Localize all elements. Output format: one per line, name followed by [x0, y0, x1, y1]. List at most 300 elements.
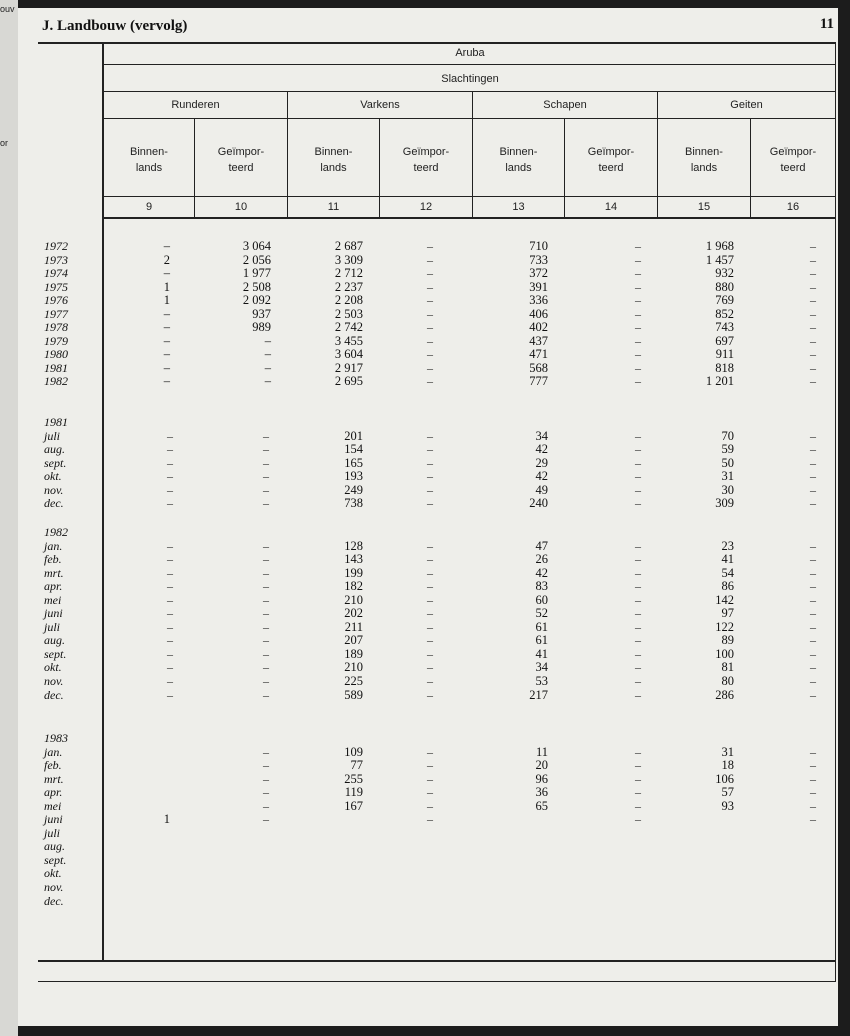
- cell: –: [427, 660, 433, 675]
- cell: 47: [535, 538, 548, 553]
- cell: –: [427, 306, 433, 321]
- subheader: Geïmpor- teerd: [217, 146, 265, 174]
- column-c12: [415, 746, 445, 909]
- cell: –: [163, 266, 170, 281]
- cell: 211: [344, 619, 363, 634]
- cell: –: [427, 565, 433, 580]
- cell: –: [427, 428, 433, 443]
- cell: [798, 867, 828, 881]
- row-label: jan.: [44, 744, 63, 759]
- cell: –: [263, 482, 269, 497]
- row-label: juli: [44, 619, 61, 634]
- cell: –: [810, 252, 816, 267]
- cell: [415, 895, 445, 909]
- cell: [488, 881, 548, 895]
- cell: –: [167, 442, 173, 457]
- cell: –: [635, 812, 641, 827]
- cell: –: [163, 360, 170, 375]
- cell: [488, 867, 548, 881]
- cell: 818: [715, 360, 734, 375]
- cell: –: [810, 785, 816, 800]
- page-header: J. Landbouw (vervolg): [42, 18, 188, 34]
- cell: 880: [715, 279, 734, 294]
- cell: –: [263, 812, 269, 827]
- document-page: [18, 8, 838, 1026]
- cell: [110, 759, 170, 773]
- row-label: nov.: [44, 880, 64, 895]
- cell: [110, 895, 170, 909]
- cell: 255: [344, 771, 363, 786]
- cell: [674, 867, 734, 881]
- bottom-rule: [38, 960, 836, 962]
- cell: –: [167, 674, 173, 689]
- column-number: 9: [145, 201, 153, 213]
- row-labels: [44, 240, 68, 389]
- cell: –: [635, 333, 641, 348]
- cell: 97: [721, 606, 734, 621]
- cell: –: [163, 239, 170, 253]
- cell: –: [635, 579, 641, 594]
- cell: –: [427, 592, 433, 607]
- cell: –: [635, 674, 641, 689]
- cell: –: [427, 469, 433, 484]
- column-number: 16: [786, 201, 800, 213]
- cell: [251, 867, 281, 881]
- cell: [251, 827, 281, 841]
- cell: –: [167, 592, 173, 607]
- cell: –: [263, 579, 269, 594]
- cell: [415, 881, 445, 895]
- column-c16: [798, 240, 828, 389]
- cell: [415, 867, 445, 881]
- cell: –: [427, 633, 433, 648]
- cell: 142: [715, 592, 734, 607]
- cell: –: [167, 428, 173, 443]
- cell: –: [635, 455, 641, 470]
- row-labels: [44, 526, 68, 702]
- cell: –: [635, 360, 641, 375]
- cell: [110, 746, 170, 760]
- cell: 53: [535, 674, 548, 689]
- column-c11: [303, 540, 363, 703]
- cell: [303, 827, 363, 841]
- cell: –: [264, 374, 271, 389]
- column-number: 14: [604, 201, 618, 213]
- cell: 210: [344, 660, 363, 675]
- cell: –: [427, 771, 433, 786]
- column-c13: [488, 746, 548, 909]
- cell: –: [810, 239, 816, 253]
- cell: [110, 881, 170, 895]
- cell: –: [635, 552, 641, 567]
- row-label: mrt.: [44, 771, 64, 786]
- cell: 77: [350, 758, 363, 773]
- cell: 42: [535, 469, 548, 484]
- cell: [251, 854, 281, 868]
- cell: 119: [344, 785, 363, 800]
- cell: 122: [715, 619, 734, 634]
- cell: 1: [163, 812, 170, 827]
- cell: 61: [535, 633, 548, 648]
- cell: 29: [535, 455, 548, 470]
- cell: –: [427, 279, 433, 294]
- cell: –: [263, 744, 269, 759]
- cell: 777: [529, 374, 548, 389]
- cell: –: [427, 496, 433, 511]
- cell: 193: [344, 469, 363, 484]
- column-c10: [251, 430, 281, 511]
- cell: –: [810, 347, 816, 362]
- row-label: 1976: [44, 293, 68, 308]
- cell: 402: [529, 320, 548, 335]
- cell: 80: [721, 674, 734, 689]
- cell: –: [427, 320, 433, 335]
- cell: 50: [721, 455, 734, 470]
- cell: 167: [344, 798, 363, 813]
- cell: [110, 854, 170, 868]
- cell: –: [635, 320, 641, 335]
- adjacent-page-edge: [0, 0, 18, 1036]
- cell: 1 977: [242, 266, 271, 281]
- cell: –: [263, 442, 269, 457]
- column-c15: [674, 240, 734, 389]
- cell: –: [163, 374, 170, 389]
- cell: –: [263, 619, 269, 634]
- cell: –: [810, 674, 816, 689]
- cell: 42: [535, 442, 548, 457]
- cell: 225: [344, 674, 363, 689]
- cell: –: [635, 565, 641, 580]
- cell: –: [263, 660, 269, 675]
- cell: [798, 881, 828, 895]
- cell: –: [427, 360, 433, 375]
- column-c11: [303, 240, 363, 389]
- cell: –: [427, 687, 433, 702]
- column-number: 13: [512, 201, 525, 213]
- cell: 1 968: [705, 239, 734, 253]
- cell: –: [635, 374, 641, 389]
- cell: –: [167, 660, 173, 675]
- cell: [488, 854, 548, 868]
- cell: –: [263, 538, 269, 553]
- column-c13: [488, 430, 548, 511]
- cell: –: [427, 333, 433, 348]
- cell: 61: [535, 619, 548, 634]
- cell: 1 201: [705, 374, 734, 389]
- cell: 2 092: [242, 293, 271, 308]
- cell: 143: [344, 552, 363, 567]
- cell: 31: [721, 744, 734, 759]
- cell: –: [635, 619, 641, 634]
- cell: –: [167, 565, 173, 580]
- cell: –: [810, 579, 816, 594]
- cell: –: [167, 496, 173, 511]
- column-c13: [488, 540, 548, 703]
- cell: 189: [344, 646, 363, 661]
- cell: –: [263, 646, 269, 661]
- cell: –: [264, 360, 271, 375]
- cell: –: [635, 687, 641, 702]
- cell: [674, 840, 734, 854]
- cell: –: [263, 592, 269, 607]
- column-number: 11: [327, 201, 340, 213]
- row-label: aug.: [44, 839, 65, 854]
- cell: [623, 827, 653, 841]
- cell: –: [167, 552, 173, 567]
- cell: –: [635, 239, 641, 253]
- cell: 406: [529, 306, 548, 321]
- cell: –: [264, 347, 271, 362]
- cell: 11: [535, 744, 548, 759]
- row-label: mei: [44, 592, 62, 607]
- row-label: okt.: [44, 469, 62, 484]
- cell: –: [427, 812, 433, 827]
- cell: 471: [529, 347, 548, 362]
- cell: –: [264, 333, 271, 348]
- cell: –: [263, 428, 269, 443]
- row-label: sept.: [44, 852, 67, 867]
- cell: 589: [344, 687, 363, 702]
- cell: –: [810, 758, 816, 773]
- row-labels: [44, 416, 68, 511]
- cell: –: [635, 428, 641, 443]
- column-c10: [251, 540, 281, 703]
- cell: 852: [715, 306, 734, 321]
- row-label: dec.: [44, 687, 64, 702]
- stub-divider: [102, 42, 104, 961]
- cell: 372: [529, 266, 548, 281]
- cell: 23: [721, 538, 734, 553]
- row-label: apr.: [44, 579, 63, 594]
- cell: –: [635, 266, 641, 281]
- row-label: feb.: [44, 552, 62, 567]
- cell: [110, 786, 170, 800]
- cell: –: [167, 538, 173, 553]
- cell: 286: [715, 687, 734, 702]
- cell: –: [263, 785, 269, 800]
- column-c13: [488, 240, 548, 389]
- row-label: dec.: [44, 893, 64, 908]
- row-label: 1981: [44, 415, 68, 429]
- cell: 217: [529, 687, 548, 702]
- row-label: 1979: [44, 333, 68, 348]
- cell: –: [810, 660, 816, 675]
- cell: [303, 854, 363, 868]
- cell: –: [635, 758, 641, 773]
- cell: 2 917: [334, 360, 363, 375]
- cell: 30: [721, 482, 734, 497]
- cell: [674, 813, 734, 827]
- row-label: juli: [44, 428, 61, 443]
- column-c12: [415, 240, 445, 389]
- cell: [623, 895, 653, 909]
- cell: –: [635, 279, 641, 294]
- cell: –: [427, 482, 433, 497]
- cell: 738: [344, 496, 363, 511]
- cell: 2 695: [334, 374, 363, 389]
- cell: –: [810, 538, 816, 553]
- subheader: Binnen- lands: [499, 146, 538, 174]
- cell: [303, 881, 363, 895]
- cell: –: [263, 496, 269, 511]
- cell: –: [635, 744, 641, 759]
- cell: 52: [535, 606, 548, 621]
- cell: [110, 773, 170, 787]
- row-label: sept.: [44, 455, 67, 470]
- row-label: feb.: [44, 758, 62, 773]
- cell: 391: [529, 279, 548, 294]
- cell: –: [635, 252, 641, 267]
- row-label: 1982: [44, 374, 68, 389]
- edge-fragment: ouv: [0, 4, 15, 14]
- cell: [623, 881, 653, 895]
- cell: 937: [252, 306, 271, 321]
- row-label: 1978: [44, 320, 68, 335]
- section-header: Slachtingen: [441, 73, 499, 85]
- cell: –: [635, 469, 641, 484]
- cell: –: [263, 552, 269, 567]
- cell: –: [810, 798, 816, 813]
- row-label: 1973: [44, 252, 68, 267]
- cell: –: [810, 812, 816, 827]
- cell: 3 455: [334, 333, 363, 348]
- column-c12: [415, 430, 445, 511]
- cell: 249: [344, 482, 363, 497]
- cell: [415, 827, 445, 841]
- cell: [674, 827, 734, 841]
- cell: –: [427, 785, 433, 800]
- cell: 49: [535, 482, 548, 497]
- cell: 60: [535, 592, 548, 607]
- rule: [104, 91, 836, 92]
- cell: –: [167, 646, 173, 661]
- cell: [798, 854, 828, 868]
- cell: [488, 840, 548, 854]
- cell: –: [167, 606, 173, 621]
- group-header-runderen: Runderen: [171, 99, 220, 111]
- cell: [110, 827, 170, 841]
- cell: 1: [163, 293, 170, 308]
- cell: –: [167, 469, 173, 484]
- column-c9: [155, 430, 185, 511]
- cell: –: [635, 306, 641, 321]
- row-label: mrt.: [44, 565, 64, 580]
- row-label: 1975: [44, 279, 68, 294]
- cell: 3 309: [334, 252, 363, 267]
- cell: 128: [344, 538, 363, 553]
- row-label: 1980: [44, 347, 68, 362]
- cell: 2 712: [334, 266, 363, 281]
- cell: 18: [721, 758, 734, 773]
- cell: –: [163, 320, 170, 335]
- cell: –: [427, 674, 433, 689]
- cell: 697: [715, 333, 734, 348]
- cell: 106: [715, 771, 734, 786]
- cell: –: [427, 798, 433, 813]
- cell: –: [810, 320, 816, 335]
- row-label: aug.: [44, 442, 65, 457]
- row-label: juni: [44, 812, 63, 827]
- cell: –: [635, 538, 641, 553]
- group-header-geiten: Geiten: [730, 99, 763, 111]
- cell: 2 687: [334, 239, 363, 253]
- cell: [415, 840, 445, 854]
- cell: 41: [721, 552, 734, 567]
- row-label: 1974: [44, 266, 68, 281]
- rule: [104, 118, 836, 119]
- cell: 769: [715, 293, 734, 308]
- cell: –: [427, 606, 433, 621]
- group-header-varkens: Varkens: [360, 99, 400, 111]
- cell: –: [810, 687, 816, 702]
- row-label: juli: [44, 825, 61, 840]
- cell: –: [263, 565, 269, 580]
- cell: –: [263, 469, 269, 484]
- cell: [251, 840, 281, 854]
- column-c9: [110, 240, 170, 389]
- cell: 86: [721, 579, 734, 594]
- column-c15: [674, 430, 734, 511]
- cell: –: [427, 758, 433, 773]
- cell: –: [263, 633, 269, 648]
- column-c15: [674, 540, 734, 703]
- column-c10: [211, 240, 271, 389]
- cell: 57: [721, 785, 734, 800]
- cell: 2 742: [334, 320, 363, 335]
- cell: –: [810, 592, 816, 607]
- cell: 201: [344, 428, 363, 443]
- cell: –: [263, 455, 269, 470]
- cell: 154: [344, 442, 363, 457]
- header-bottom-rule: [104, 217, 836, 219]
- cell: 83: [535, 579, 548, 594]
- cell: –: [427, 619, 433, 634]
- row-label: okt.: [44, 866, 62, 881]
- cell: –: [635, 347, 641, 362]
- cell: –: [810, 633, 816, 648]
- column-c14: [623, 240, 653, 389]
- cell: [303, 813, 363, 827]
- cell: –: [810, 744, 816, 759]
- cell: 100: [715, 646, 734, 661]
- subheader: Binnen- lands: [314, 146, 353, 174]
- cell: [623, 867, 653, 881]
- row-label: dec.: [44, 496, 64, 511]
- cell: –: [427, 455, 433, 470]
- cell: [488, 813, 548, 827]
- cell: –: [263, 687, 269, 702]
- region-header: Aruba: [455, 47, 485, 59]
- cell: 733: [529, 252, 548, 267]
- cell: 41: [535, 646, 548, 661]
- column-c16: [798, 746, 828, 909]
- cell: –: [635, 771, 641, 786]
- column-c16: [798, 430, 828, 511]
- row-labels: [44, 732, 68, 908]
- cell: –: [263, 674, 269, 689]
- cell: [303, 840, 363, 854]
- cell: 31: [721, 469, 734, 484]
- cell: –: [263, 798, 269, 813]
- cell: –: [810, 565, 816, 580]
- cell: 2 208: [334, 293, 363, 308]
- cell: –: [263, 606, 269, 621]
- cell: –: [635, 633, 641, 648]
- cell: –: [427, 252, 433, 267]
- cell: –: [810, 496, 816, 511]
- cell: –: [635, 442, 641, 457]
- cell: –: [810, 771, 816, 786]
